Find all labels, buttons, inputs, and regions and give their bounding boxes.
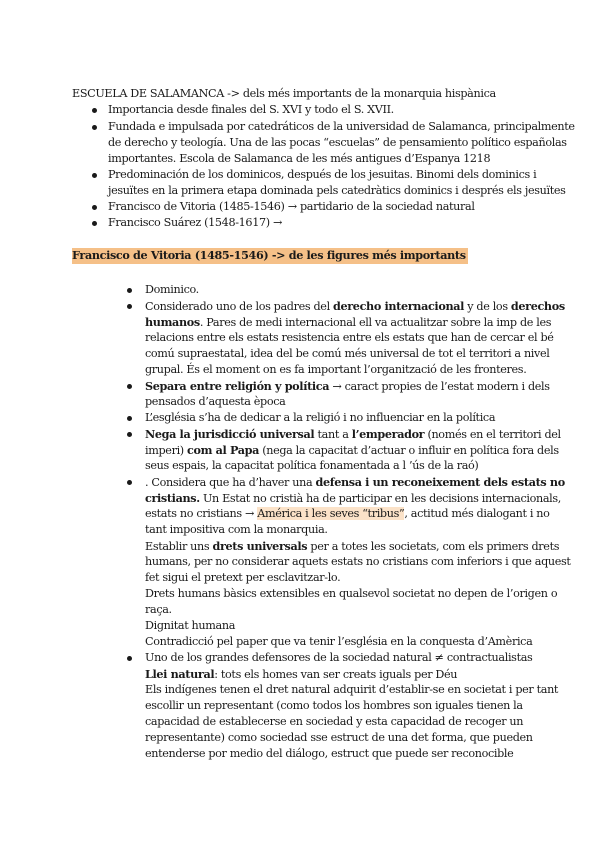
bullet-icon [92, 125, 97, 130]
bullet-icon [127, 656, 132, 661]
intro-bullet-1: Importancia desde finales del S. XVI y todo el S. XVII. [108, 103, 394, 116]
vitoria-bullet-6-line: Dignitat humana [145, 619, 236, 632]
intro-bullet-2-line: de derecho y teología. Una de las pocas “escuelas” de pensamiento político españolas [108, 136, 567, 149]
vitoria-bullet-7-line: Llei natural: tots els homes van ser creats iguals per Déu [145, 667, 458, 681]
vitoria-bullet-2-line: grupal. És el moment on es fa important l’organització de les fronteres. [145, 363, 527, 376]
vitoria-bullet-2-line: humanos. Pares de medi internacional ell va actualitzar sobre la imp de les [145, 315, 552, 329]
vitoria-bullet-6-line: humans, per no considerar aquets estats no cristians com inferiors i que aquest [145, 555, 571, 568]
vitoria-bullet-6-line: Contradicció pel paper que va tenir l’església en la conquesta d’Amèrica [145, 635, 533, 648]
bullet-icon [127, 304, 132, 309]
intro-bullet-5: Francisco Suárez (1548-1617) → [108, 216, 282, 229]
vitoria-bullet-6-line: fet sigui el pretext per esclavitzar-lo. [145, 571, 341, 584]
vitoria-bullet-3-line: pensados d’aquesta època [145, 395, 286, 408]
vitoria-bullet-7-line: capacidad de establecerse en sociedad y esta capacidad de recoger un [145, 715, 524, 728]
vitoria-bullet-4: L’església s’ha de dedicar a la religió i no influenciar en la política [145, 411, 496, 424]
vitoria-bullet-7-line: representante) como sociedad sse estruct de una det forma, que pueden [145, 731, 533, 744]
vitoria-bullet-7-line: escollir un representant (como todos los hombres son iguales tienen la [145, 699, 523, 712]
bullet-icon [127, 384, 132, 389]
vitoria-bullet-6-line: raça. [145, 603, 172, 616]
bullet-icon [92, 173, 97, 178]
vitoria-bullet-5-line: imperi) com al Papa (nega la capacitat d’actuar o influir en política fora dels [145, 443, 559, 457]
vitoria-bullet-2-line: comú supraestatal, idea del be comú més universal de tot el territori a nivel [145, 347, 550, 360]
intro-bullet-2-line: Fundada e impulsada por catedráticos de la universidad de Salamanca, principalmente [108, 120, 575, 133]
intro-bullet-4: Francisco de Vitoria (1485-1546) → partidario de la sociedad natural [108, 200, 475, 213]
vitoria-bullet-6-line: . Considera que ha d’haver una defensa i un reconeixement dels estats no [145, 475, 565, 489]
vitoria-bullet-6-line: cristians. Un Estat no cristià ha de participar en les decisions internacionals, [145, 491, 561, 505]
bullet-icon [127, 288, 132, 293]
vitoria-bullet-3-line: Separa entre religión y política → caract propies de l’estat modern i dels [145, 379, 550, 393]
bullet-icon [92, 205, 97, 210]
vitoria-bullet-2-line: relacions entre els estats resistencia entre els estats que han de cercar el bé [145, 331, 554, 344]
bullet-icon [92, 221, 97, 226]
vitoria-bullet-5-line: Nega la jurisdicció universal tant a l’emperador (només en el territori del [145, 427, 561, 441]
bullet-icon [127, 480, 132, 485]
vitoria-bullet-6-line: tant impositiva com la monarquia. [145, 523, 328, 536]
intro-bullet-3-line: jesuïtes en la primera etapa dominada pels catedràtics dominics i després els jesuïtes [108, 184, 566, 197]
intro-bullet-3-line: Predominación de los dominicos, después de los jesuitas. Binomi dels dominics i [108, 168, 537, 181]
vitoria-bullet-1: Dominico. [145, 283, 199, 296]
bullet-icon [127, 416, 132, 421]
vitoria-bullet-7-line: Els indígenes tenen el dret natural adquirit d’establir-se en societat i per tant [145, 683, 559, 696]
vitoria-bullet-2-line: Considerado uno de los padres del derecho internacional y de los derechos [145, 299, 565, 313]
intro-bullet-2-line: importantes. Escola de Salamanca de les més antigues d’Espanya 1218 [108, 152, 491, 165]
vitoria-bullet-6-line: Drets humans bàsics extensibles en qualsevol societat no depen de l’origen o [145, 587, 558, 600]
vitoria-bullet-6-line: Establir uns drets universals per a totes les societats, com els primers drets [145, 539, 560, 553]
highlighted-text: América i les seves “tribus” [257, 507, 405, 520]
vitoria-bullet-7-line: entenderse por medio del diálogo, estruct que puede ser reconocible [145, 747, 514, 760]
bullet-icon [92, 108, 97, 113]
vitoria-bullet-5-line: seus espais, la capacitat política fonamentada a l ’ús de la raó) [145, 459, 479, 472]
vitoria-bullet-6-line: estats no cristians → América i les seves “tribus”, actitud més dialogant i no [145, 507, 550, 520]
bullet-icon [127, 432, 132, 437]
vitoria-bullet-7-line: Uno de los grandes defensores de la sociedad natural ≠ contractualistas [145, 651, 533, 664]
title-line: ESCUELA DE SALAMANCA -> dels més importants de la monarquia hispànica [72, 87, 496, 100]
section-heading: Francisco de Vitoria (1485-1546) -> de les figures més importants [72, 248, 466, 262]
